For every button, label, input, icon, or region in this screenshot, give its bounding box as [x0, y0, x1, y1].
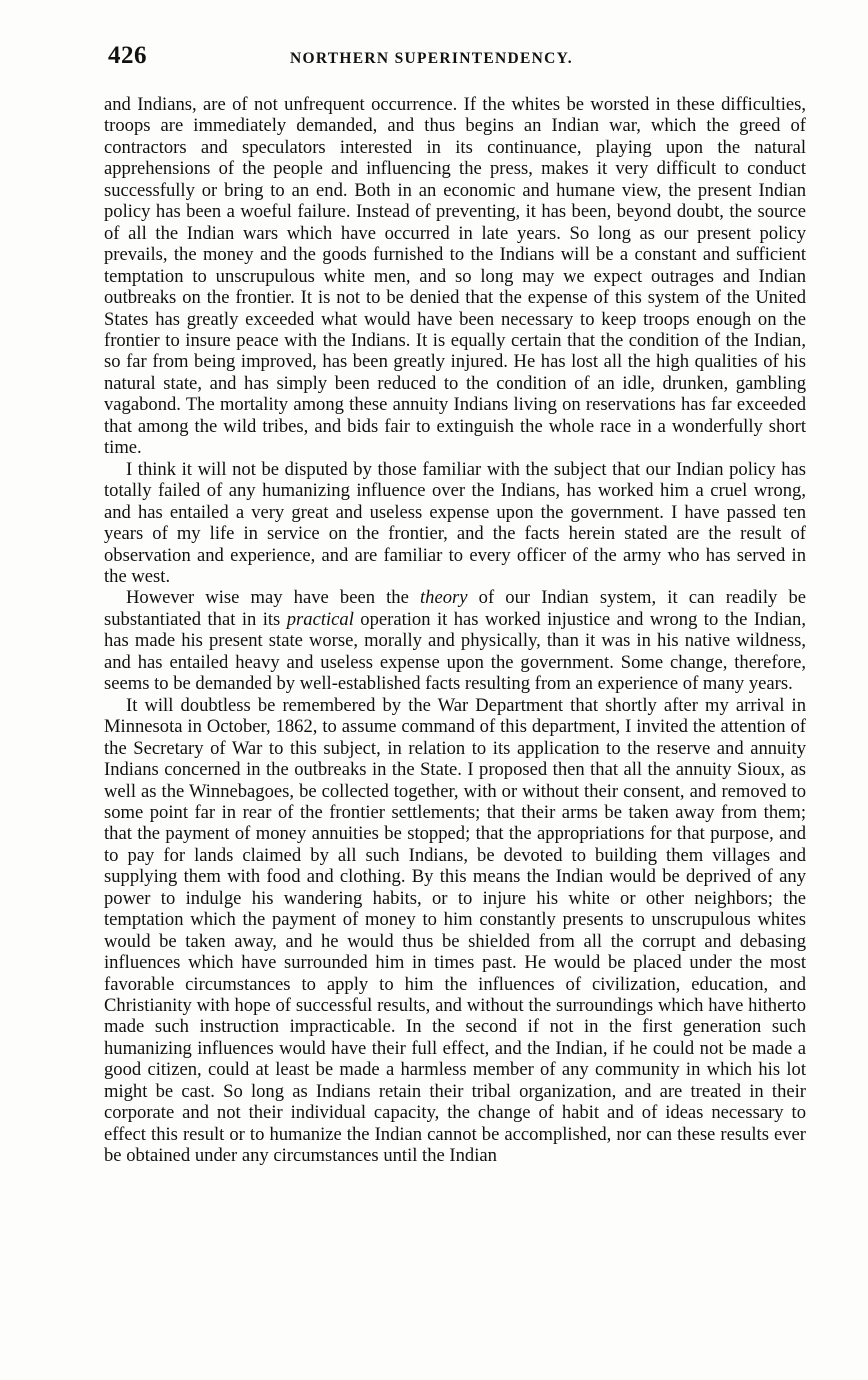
- body-text: [104, 94, 806, 1167]
- paragraph-text: of our Indian system, it can readily be substantiated that in its: [104, 587, 807, 630]
- paragraph-text: I think it will not be disputed by those familiar with the subject that our Indian policy has totally failed of any humanizing influence over the Indians, has worked him a cruel wrong, and has entailed a very great and useless expense upon the government. I have passed ten years of my life in service on the frontier, and the facts herein stated are the result of observation and experience, and are familiar to every officer of the army who has served in the west.: [104, 458, 806, 587]
- paragraph: [104, 695, 806, 1167]
- paragraph-text: and Indians, are of not unfrequent occurrence. If the whites be worsted in these difficulties, troops are immediately demanded, and thus begins an Indian war, which the greed of contractors and speculators interested in its continuance, playing upon the natural apprehensions of the people and influencing the press, makes it very difficult to conduct successfully or bring to an end. Both in an economic and humane view, the present Indian policy has been a woeful failure. Instead of preventing, it has been, beyond doubt, the source of all the Indian wars which have occurred in late years. So long as our present policy prevails, the money and the goods furnished to the Indians will be a constant and sufficient temptation to unscrupulous white men, and so long may we expect outrages and Indian outbreaks on the frontier. It is not to be denied that the expense of this system of the United States has greatly exceeded what would have been necessary to keep troops enough on the frontier to insure peace with the Indians. It is equally certain that the condition of the Indian, so far from being improved, has been greatly injured. He has lost all the high qualities of his natural state, and has simply been reduced to the condition of an idle, drunken, gambling vagabond. The mortality among these annuity Indians living on reservations has far exceeded that among the wild tribes, and bids fair to extinguish the whole race in a wonderfully short time.: [104, 94, 806, 459]
- paragraph: [104, 587, 806, 694]
- italic-text: practical: [286, 608, 354, 630]
- paragraph-text: operation it has worked injustice and wrong to the Indian, has made his present state worse, morally and physically, than it was in his native wildness, and has entailed heavy and useless expense upon the government. Some change, therefore, seems to be demanded by well-established facts resulting from an experience of many years.: [104, 608, 806, 695]
- page-number: 426: [108, 42, 147, 69]
- paragraph: [104, 94, 806, 459]
- running-head: [108, 42, 808, 78]
- paragraph-text: It will doubtless be remembered by the War Department that shortly after my arrival in Minnesota in October, 1862, to assume command of this department, I invited the attention of the Secretary of War to this subject, in relation to its application to the reserve and annuity Indians concerned in the outbreaks in the State. I proposed then that all the annuity Sioux, as well as the Winnebagoes, be collected together, with or without their consent, and removed to some point far in rear of the frontier settlements; that their arms be taken away from them; that the payment of money annuities be stopped; that the appropriations for that purpose, and to pay for lands claimed by all such Indians, be devoted to building them villages and supplying them with food and clothing. By this means the Indian would be deprived of any power to indulge his wandering habits, or to injure his white or other neighbors; the temptation which the payment of money to him constantly presents to unscrupulous whites would be taken away, and he would thus be shielded from all the corrupt and debasing influences which have surrounded him in times past. He would be placed under the most favorable circumstances to apply to him the influences of civilization, education, and Christianity with hope of successful results, and without the surroundings which have hitherto made such instruction impracticable. In the second if not in the first generation such humanizing influences would have their full effect, and the Indian, if he could not be made a good citizen, could at least be made a harmless member of any community in which his lot might be cast. So long as Indians retain their tribal organization, and are treated in their corporate and not their individual capacity, the change of habit and of ideas necessary to effect this result or to humanize the Indian cannot be accomplished, nor can these results ever be obtained under any circumstances until the Indian: [104, 694, 806, 1167]
- paragraph-text: However wise may have been the: [126, 587, 420, 609]
- running-title: NORTHERN SUPERINTENDENCY.: [290, 50, 573, 67]
- italic-text: theory: [420, 587, 468, 609]
- paragraph: [104, 459, 806, 588]
